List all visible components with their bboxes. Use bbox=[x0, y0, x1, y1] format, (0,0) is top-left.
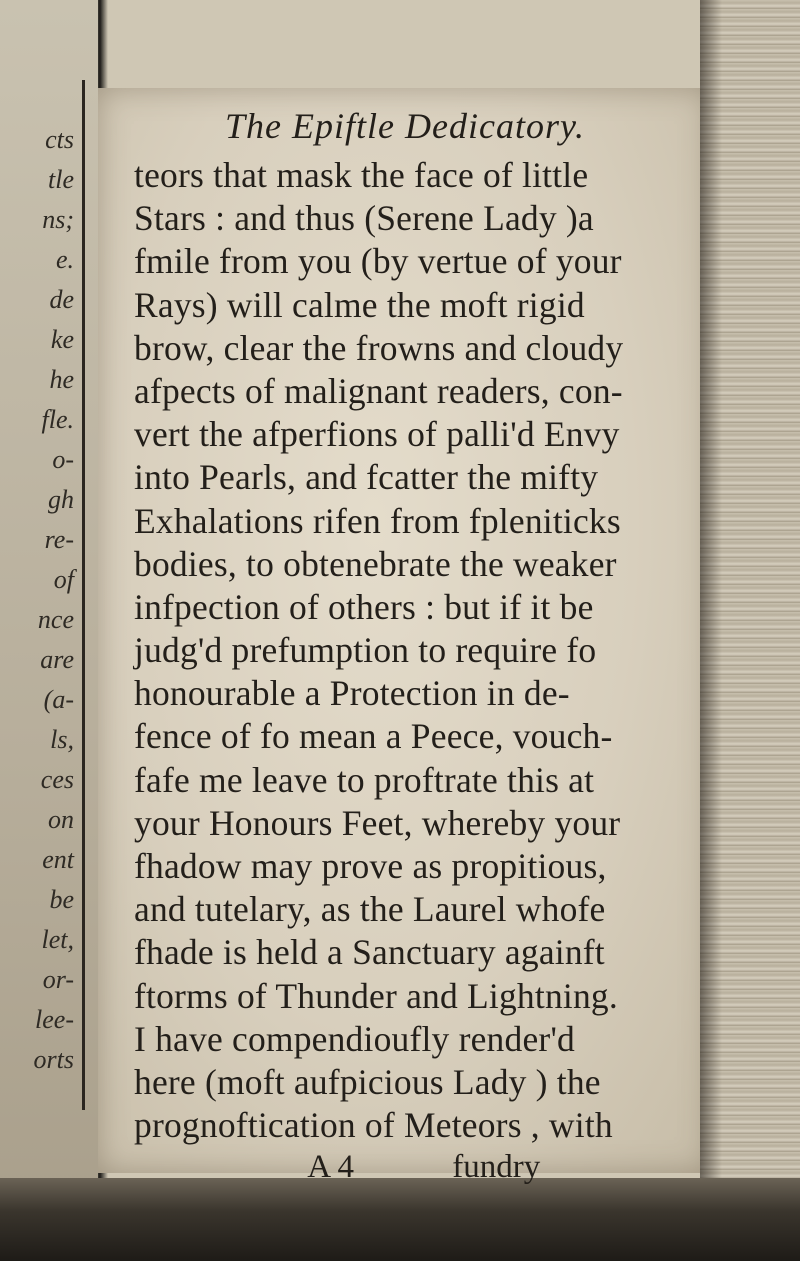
text-line: fhade is held a Sanctuary againft bbox=[134, 932, 605, 973]
running-heading: The Epiftle Dedicatory. bbox=[225, 106, 585, 146]
text-line: fhadow may prove as propitious, bbox=[134, 846, 607, 886]
previous-page-fragment: are bbox=[40, 645, 74, 674]
previous-page-fragment: be bbox=[49, 885, 74, 914]
gutter-line bbox=[82, 80, 85, 1110]
previous-page-fragment: tle bbox=[48, 165, 74, 194]
text-line: honourable a Protection in de- bbox=[134, 673, 570, 714]
previous-page-fragment: or- bbox=[42, 965, 74, 994]
text-line: infpection of others : but if it be bbox=[134, 586, 594, 627]
previous-page-fragment: ns; bbox=[42, 205, 74, 234]
text-line: judg'd prefumption to require fo bbox=[134, 630, 597, 671]
previous-page-fragment: gh bbox=[48, 485, 74, 514]
previous-page-fragment: re- bbox=[44, 525, 74, 554]
previous-page-fragment: lee- bbox=[35, 1005, 74, 1034]
previous-page-fragment: let, bbox=[41, 925, 74, 954]
catchline bbox=[134, 1147, 706, 1187]
previous-page-fragment: (a- bbox=[43, 685, 74, 714]
signature-mark: A 4 bbox=[307, 1149, 354, 1186]
bottom-shadow bbox=[0, 1178, 800, 1261]
previous-page-fragment: ke bbox=[50, 325, 74, 354]
text-line: Rays) will calme the moft rigid bbox=[134, 284, 585, 325]
text-line: fence of fo mean a Peece, vouch- bbox=[134, 716, 613, 757]
text-line: and tutelary, as the Laurel whofe bbox=[134, 889, 606, 930]
text-lines bbox=[134, 154, 706, 1147]
text-line: fmile from you (by vertue of your bbox=[134, 241, 622, 282]
previous-page-fragment: cts bbox=[45, 125, 74, 154]
previous-page-fragment: on bbox=[48, 805, 74, 834]
page-text bbox=[134, 98, 706, 1187]
text-line: Stars : and thus (Serene Lady )a bbox=[134, 198, 594, 239]
previous-page-fragment: e. bbox=[55, 245, 74, 274]
catchword: fundry bbox=[452, 1149, 541, 1186]
text-line: Exhalations rifen from fpleniticks bbox=[134, 500, 621, 541]
previous-page-fragment: fle. bbox=[41, 405, 74, 434]
text-line: vert the afperfions of palli'd Envy bbox=[134, 414, 620, 455]
text-line: brow, clear the frowns and cloudy bbox=[134, 327, 624, 368]
text-line: into Pearls, and fcatter the mifty bbox=[134, 457, 599, 498]
previous-page-fragment: de bbox=[49, 285, 74, 314]
text-line: prognoftication of Meteors , with bbox=[134, 1105, 613, 1146]
text-line: teors that mask the face of little bbox=[134, 155, 589, 195]
previous-page-fragment: ces bbox=[40, 765, 74, 794]
previous-page-fragment: he bbox=[49, 365, 74, 394]
text-line: ftorms of Thunder and Lightning. bbox=[134, 975, 618, 1016]
previous-page-fragment: orts bbox=[33, 1045, 74, 1074]
previous-page-fragment: o- bbox=[52, 445, 74, 474]
text-line: your Honours Feet, whereby your bbox=[134, 802, 621, 843]
text-line: bodies, to obtenebrate the weaker bbox=[134, 543, 617, 584]
previous-page-fragment: nce bbox=[37, 605, 74, 634]
previous-page-fragment: ls, bbox=[50, 725, 74, 754]
text-line: fafe me leave to proftrate this at bbox=[134, 759, 595, 800]
previous-page-fragment: of bbox=[53, 565, 74, 594]
previous-page-fragment: ent bbox=[42, 845, 74, 874]
text-line: I have compendioufly render'd bbox=[134, 1018, 575, 1059]
previous-page-fragments bbox=[0, 120, 80, 1080]
text-line: afpects of malignant readers, con- bbox=[134, 370, 623, 411]
text-line: here (moft aufpicious Lady ) the bbox=[134, 1061, 601, 1102]
